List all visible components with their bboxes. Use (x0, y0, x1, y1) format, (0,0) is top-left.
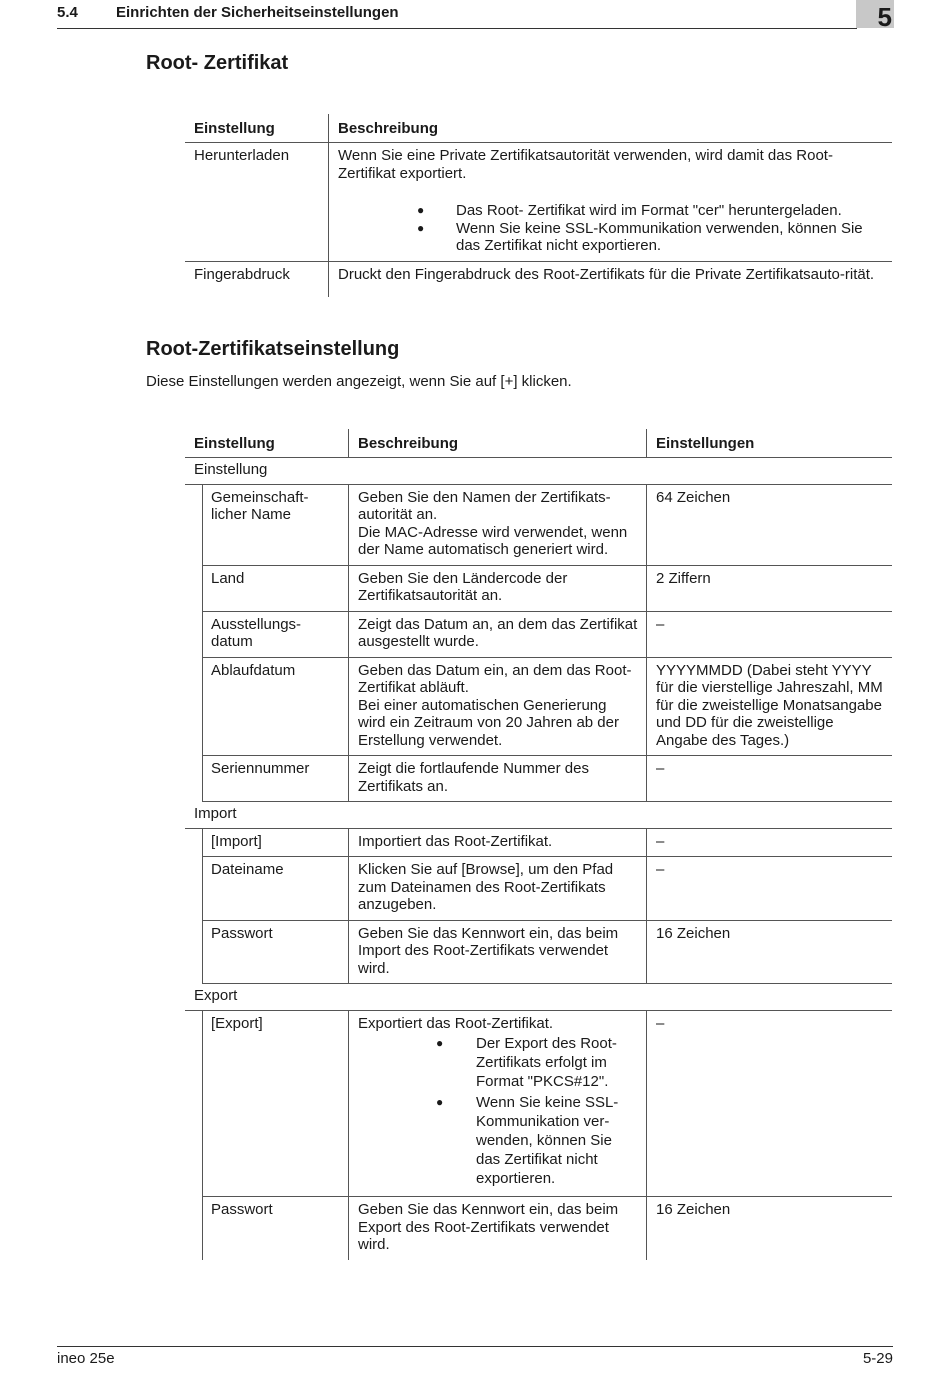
table-row (185, 756, 892, 802)
description-cell: Klicken Sie auf [Browse], um den Pfad zum Dateinamen des Root-Zertifikats anzugeben. (349, 857, 647, 921)
description-text: Wenn Sie eine Private Zertifikatsautorität verwenden, wird damit das Root-Zertifikat exportiert. (338, 147, 833, 182)
table-row (185, 1197, 892, 1260)
table-header-row (185, 429, 892, 458)
description-cell: Geben Sie das Kennwort ein, das beim Import des Root-Zertifikats verwendet wird. (349, 920, 647, 984)
table-row (185, 857, 892, 921)
setting-cell: Seriennummer (203, 756, 349, 802)
description-text: Exportiert das Root-Zertifikat. (358, 1014, 554, 1032)
setting-cell: Ablaufdatum (203, 657, 349, 756)
root-certificate-settings-table (185, 429, 892, 1260)
column-header-values: Einstellungen (647, 429, 893, 458)
column-header-description: Beschreibung (349, 429, 647, 458)
bullet-item: ● Der Export des Root-Zertifikats erfolgt im Format "PKCS#12". (436, 1034, 638, 1091)
bullet-item: ● Das Root- Zertifikat wird im Format "cer" heruntergeladen. (417, 202, 884, 220)
setting-cell: Passwort (203, 1197, 349, 1260)
setting-cell: Land (203, 565, 349, 611)
description-cell: Zeigt die fortlaufende Nummer des Zertifikats an. (349, 756, 647, 802)
description-cell (349, 1010, 647, 1197)
value-cell: – (647, 756, 893, 802)
table-header-row (185, 114, 892, 143)
group-label: Import (185, 802, 892, 829)
section-number: 5.4 (57, 4, 78, 21)
intro-text: Diese Einstellungen werden angezeigt, wenn Sie auf [+] klicken. (146, 373, 572, 390)
setting-cell: Dateiname (203, 857, 349, 921)
value-cell: 16 Zeichen (656, 1201, 731, 1218)
description-cell: Importiert das Root-Zertifikat. (349, 828, 647, 857)
value-cell: – (647, 828, 893, 857)
description-cell: Druckt den Fingerabdruck des Root-Zertifikats für die Private Zertifikatsauto-rität. (338, 265, 875, 283)
table-row (185, 1010, 892, 1197)
bullet-item: ● Wenn Sie keine SSL-Kommunikation ver-wenden, können Sie das Zertifikat nicht exportieren. (436, 1093, 638, 1188)
footer-page-number: 5-29 (862, 1350, 893, 1367)
description-cell: Geben Sie das Kennwort ein, das beim Export des Root-Zertifikats verwendet wird. (349, 1197, 647, 1260)
setting-cell: Herunterladen (185, 143, 329, 262)
description-cell: Geben das Datum ein, an dem das Root-Zertifikat abläuft. Bei einer automatischen Generierung wird ein Zeitraum von 20 Jahren ab der Erstellung verwendet. (349, 657, 647, 756)
column-header-setting: Einstellung (185, 429, 349, 458)
table-row (185, 484, 892, 565)
column-header-description: Beschreibung (329, 114, 893, 143)
setting-cell: [Export] (203, 1010, 349, 1197)
value-cell: 2 Ziffern (647, 565, 893, 611)
value-cell: YYYYMMDD (Dabei steht YYYY für die vierstellige Jahreszahl, MM für die zweistellige Monatsangabe und DD für die zweistellige Angabe des Tages.) (647, 657, 893, 756)
setting-cell: Passwort (203, 920, 349, 984)
root-certificate-settings-heading: Root-Zertifikatseinstellung (146, 338, 400, 360)
value-cell: 64 Zeichen (647, 484, 893, 565)
bullet-list (338, 202, 884, 255)
bullet-list (358, 1034, 638, 1188)
table-row (185, 565, 892, 611)
setting-cell: Fingerabdruck (185, 261, 329, 297)
root-certificate-heading: Root- Zertifikat (146, 52, 289, 74)
value-cell: 16 Zeichen (647, 920, 893, 984)
header-rule (57, 28, 857, 29)
description-cell: Zeigt das Datum an, an dem das Zertifikat ausgestellt wurde. (349, 611, 647, 657)
table-row (185, 611, 892, 657)
group-row (185, 984, 892, 1011)
column-header-setting: Einstellung (185, 114, 329, 143)
table-row (185, 143, 892, 262)
setting-cell: Gemeinschaft-licher Name (203, 484, 349, 565)
table-row (185, 920, 892, 984)
value-cell: – (647, 1010, 893, 1197)
chapter-number: 5 (877, 2, 892, 32)
table-row (185, 828, 892, 857)
footer-rule (57, 1346, 893, 1347)
root-certificate-table (185, 114, 892, 297)
description-cell: Geben Sie den Namen der Zertifikats-autorität an. Die MAC-Adresse wird verwendet, wenn der Name automatisch generiert wird. (349, 484, 647, 565)
section-title: Einrichten der Sicherheitseinstellungen (116, 4, 399, 21)
description-cell: Geben Sie den Ländercode der Zertifikatsautorität an. (349, 565, 647, 611)
group-label: Einstellung (185, 458, 892, 485)
value-cell: – (647, 611, 893, 657)
value-cell: – (647, 857, 893, 921)
setting-cell: [Import] (203, 828, 349, 857)
group-row (185, 458, 892, 485)
table-row (185, 261, 892, 297)
table-row (185, 657, 892, 756)
group-row (185, 802, 892, 829)
bullet-item: ● Wenn Sie keine SSL-Kommunikation verwenden, können Sie das Zertifikat nicht exportieren. (417, 220, 884, 255)
setting-cell: Ausstellungs-datum (203, 611, 349, 657)
group-label: Export (185, 984, 892, 1011)
description-cell (329, 143, 893, 262)
footer-product: ineo 25e (57, 1350, 115, 1367)
